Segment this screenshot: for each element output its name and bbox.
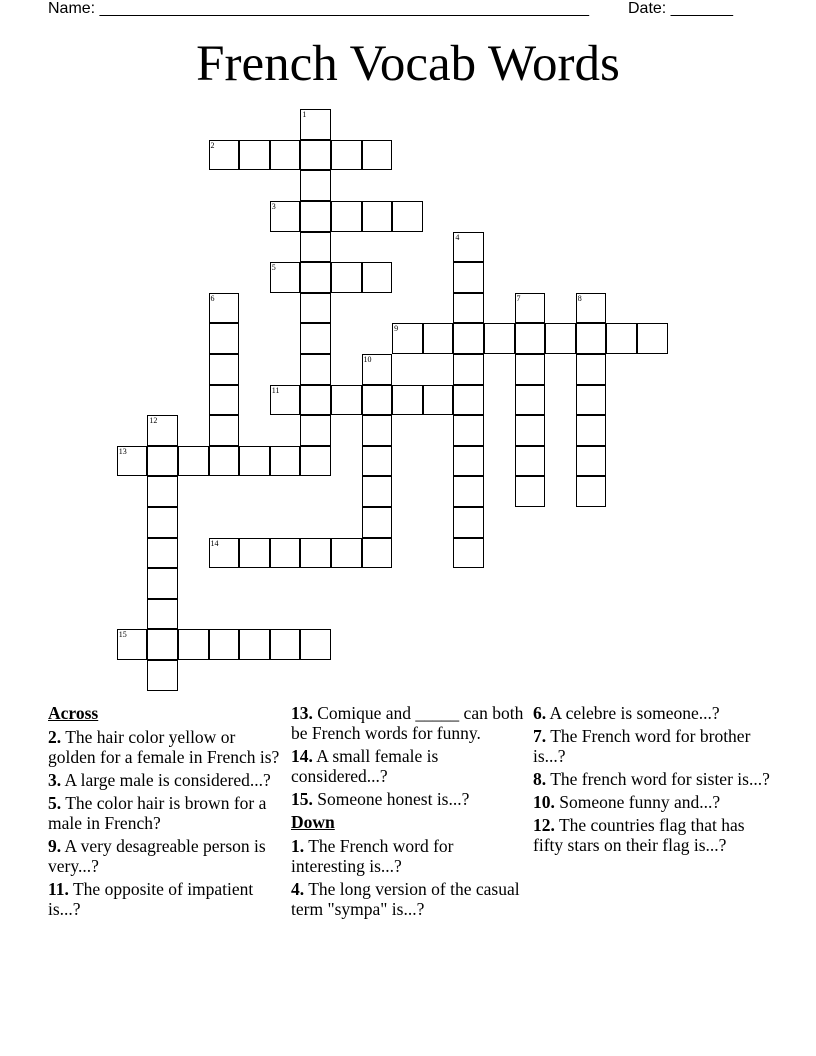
crossword-cell[interactable] [423, 323, 454, 354]
crossword-cell[interactable] [453, 354, 484, 385]
clues-column-2 [291, 703, 529, 922]
crossword-cell[interactable] [392, 201, 423, 232]
clue-down-1 [291, 836, 529, 876]
crossword-cell[interactable] [515, 476, 546, 507]
clue-down-6 [533, 703, 771, 723]
crossword-cell[interactable] [331, 385, 362, 416]
clue-number: 12. [533, 815, 555, 835]
crossword-cell[interactable] [515, 323, 546, 354]
clue-across-3 [48, 770, 286, 790]
crossword-cell[interactable] [515, 446, 546, 477]
crossword-cell[interactable] [178, 629, 209, 660]
crossword-cell[interactable] [239, 446, 270, 477]
crossword-cell[interactable] [362, 538, 393, 569]
crossword-cell[interactable] [453, 538, 484, 569]
crossword-cell[interactable] [576, 354, 607, 385]
clue-text: Comique and _____ can both be French words for funny. [291, 703, 524, 743]
crossword-cell[interactable] [392, 323, 423, 354]
crossword-cell[interactable] [147, 660, 178, 691]
clue-number: 6. [533, 703, 547, 723]
crossword-cell[interactable] [606, 323, 637, 354]
clue-text: Someone honest is...? [317, 789, 470, 809]
crossword-cell[interactable] [270, 201, 301, 232]
crossword-cell[interactable] [362, 385, 393, 416]
crossword-cell[interactable] [576, 415, 607, 446]
crossword-cell[interactable] [362, 140, 393, 171]
crossword-cell[interactable] [239, 538, 270, 569]
crossword-cell[interactable] [576, 323, 607, 354]
clue-number: 2. [48, 727, 62, 747]
crossword-cell[interactable] [362, 354, 393, 385]
cell-number: 9 [394, 324, 399, 334]
crossword-cell[interactable] [515, 415, 546, 446]
crossword-cell[interactable] [637, 323, 668, 354]
crossword-cell[interactable] [270, 629, 301, 660]
cell-number: 7 [516, 293, 521, 303]
crossword-cell[interactable] [209, 354, 240, 385]
crossword-cell[interactable] [270, 140, 301, 171]
crossword-cell[interactable] [209, 140, 240, 171]
crossword-cell[interactable] [362, 507, 393, 538]
crossword-cell[interactable] [147, 538, 178, 569]
page-title: French Vocab Words [196, 36, 620, 92]
crossword-cell[interactable] [362, 415, 393, 446]
clue-number: 14. [291, 746, 313, 766]
crossword-cell[interactable] [392, 385, 423, 416]
crossword-cell[interactable] [209, 293, 240, 324]
crossword-cell[interactable] [300, 538, 331, 569]
crossword-cell[interactable] [515, 293, 546, 324]
crossword-cell[interactable] [300, 446, 331, 477]
clue-number: 3. [48, 770, 62, 790]
crossword-cell[interactable] [331, 262, 362, 293]
cell-number: 14 [210, 538, 219, 548]
clue-number: 7. [533, 726, 547, 746]
crossword-cell[interactable] [117, 629, 148, 660]
crossword-cell[interactable] [331, 538, 362, 569]
cell-number: 5 [271, 263, 276, 273]
crossword-cell[interactable] [147, 415, 178, 446]
clue-down-12 [533, 815, 771, 855]
crossword-cell[interactable] [484, 323, 515, 354]
crossword-cell[interactable] [331, 201, 362, 232]
crossword-cell[interactable] [453, 476, 484, 507]
crossword-cell[interactable] [515, 354, 546, 385]
clue-number: 1. [291, 836, 305, 856]
crossword-cell[interactable] [300, 415, 331, 446]
clue-text: The french word for sister is...? [550, 769, 770, 789]
clue-text: The French word for interesting is...? [291, 836, 454, 876]
crossword-cell[interactable] [453, 446, 484, 477]
cell-number: 12 [149, 416, 158, 426]
clue-number: 13. [291, 703, 313, 723]
clue-number: 10. [533, 792, 555, 812]
clue-down-7 [533, 726, 771, 766]
clue-text: The opposite of impatient is...? [48, 879, 254, 919]
crossword-cell[interactable] [300, 354, 331, 385]
down-heading: Down [291, 812, 335, 832]
crossword-cell[interactable] [453, 385, 484, 416]
clue-number: 5. [48, 793, 62, 813]
crossword-cell[interactable] [300, 201, 331, 232]
crossword-cell[interactable] [331, 140, 362, 171]
clue-text: The color hair is brown for a male in French? [48, 793, 267, 833]
crossword-cell[interactable] [147, 629, 178, 660]
crossword-cell[interactable] [147, 599, 178, 630]
clue-number: 15. [291, 789, 313, 809]
clue-down-8 [533, 769, 771, 789]
crossword-cell[interactable] [362, 201, 393, 232]
crossword-cell[interactable] [117, 446, 148, 477]
crossword-cell[interactable] [576, 446, 607, 477]
clue-number: 11. [48, 879, 69, 899]
cell-number: 4 [455, 232, 460, 242]
cell-number: 11 [271, 385, 280, 395]
crossword-cell[interactable] [270, 538, 301, 569]
clue-text: A very desagreable person is very...? [48, 836, 266, 876]
clue-across-9 [48, 836, 286, 876]
clue-down-10 [533, 792, 771, 812]
crossword-cell[interactable] [545, 323, 576, 354]
clue-across-11 [48, 879, 286, 919]
crossword-cell[interactable] [209, 415, 240, 446]
crossword-cell[interactable] [239, 629, 270, 660]
crossword-cell[interactable] [300, 170, 331, 201]
clue-number: 4. [291, 879, 305, 899]
crossword-cell[interactable] [362, 446, 393, 477]
crossword-cell[interactable] [453, 323, 484, 354]
crossword-cell[interactable] [300, 140, 331, 171]
clue-number: 9. [48, 836, 62, 856]
crossword-cell[interactable] [178, 446, 209, 477]
crossword-cell[interactable] [270, 385, 301, 416]
crossword-cell[interactable] [453, 262, 484, 293]
crossword-cell[interactable] [576, 293, 607, 324]
crossword-cell[interactable] [300, 385, 331, 416]
crossword-cell[interactable] [239, 140, 270, 171]
cell-number: 1 [302, 110, 307, 120]
crossword-cell[interactable] [300, 109, 331, 140]
name-field[interactable]: Name: _______________________________________________________ [48, 0, 589, 17]
clue-across-5 [48, 793, 286, 833]
crossword-cell[interactable] [300, 262, 331, 293]
crossword-cell[interactable] [209, 323, 240, 354]
cell-number: 13 [118, 446, 127, 456]
clue-text: A small female is considered...? [291, 746, 439, 786]
clue-text: The French word for brother is...? [533, 726, 751, 766]
crossword-cell[interactable] [453, 232, 484, 263]
crossword-cell[interactable] [300, 629, 331, 660]
cell-number: 15 [118, 630, 127, 640]
crossword-cell[interactable] [300, 232, 331, 263]
cell-number: 10 [363, 355, 372, 365]
crossword-cell[interactable] [147, 507, 178, 538]
across-heading: Across [48, 703, 99, 723]
clue-number: 8. [533, 769, 547, 789]
clue-text: The countries flag that has fifty stars on their flag is...? [533, 815, 745, 855]
crossword-cell[interactable] [576, 385, 607, 416]
crossword-cell[interactable] [453, 415, 484, 446]
cell-number: 3 [271, 202, 276, 212]
crossword-cell[interactable] [147, 446, 178, 477]
crossword-cell[interactable] [362, 476, 393, 507]
clue-down-4 [291, 879, 529, 919]
crossword-cell[interactable] [300, 293, 331, 324]
crossword-cell[interactable] [515, 385, 546, 416]
crossword-cell[interactable] [423, 385, 454, 416]
crossword-cell[interactable] [147, 568, 178, 599]
crossword-cell[interactable] [576, 476, 607, 507]
crossword-cell[interactable] [362, 262, 393, 293]
clue-across-2 [48, 727, 286, 767]
crossword-cell[interactable] [147, 476, 178, 507]
cell-number: 8 [577, 293, 582, 303]
crossword-cell[interactable] [270, 262, 301, 293]
clue-text: Someone funny and...? [559, 792, 721, 812]
clue-across-15 [291, 789, 529, 809]
clue-text: A large male is considered...? [64, 770, 271, 790]
crossword-cell[interactable] [209, 629, 240, 660]
clue-text: The hair color yellow or golden for a female in French is? [48, 727, 280, 767]
crossword-cell[interactable] [209, 538, 240, 569]
date-field[interactable]: Date: _______ [628, 0, 733, 17]
crossword-cell[interactable] [270, 446, 301, 477]
crossword-cell[interactable] [300, 323, 331, 354]
clue-text: A celebre is someone...? [549, 703, 720, 723]
clues-column-1 [48, 703, 286, 922]
crossword-cell[interactable] [453, 507, 484, 538]
cell-number: 6 [210, 293, 215, 303]
clues-column-3 [533, 703, 771, 858]
cell-number: 2 [210, 140, 215, 150]
crossword-cell[interactable] [209, 446, 240, 477]
crossword-cell[interactable] [209, 385, 240, 416]
clue-text: The long version of the casual term "sympa" is...? [291, 879, 520, 919]
crossword-cell[interactable] [453, 293, 484, 324]
clue-across-14 [291, 746, 529, 786]
clue-across-13 [291, 703, 529, 743]
